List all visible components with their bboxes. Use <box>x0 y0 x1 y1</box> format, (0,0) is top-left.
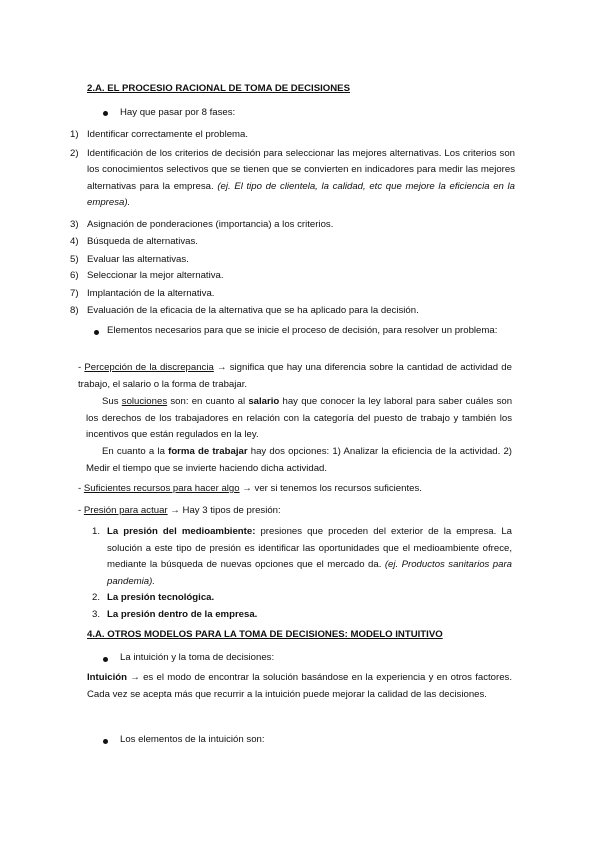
list-number: 8) <box>70 305 79 316</box>
list-number: 2) <box>70 147 79 159</box>
bullet-text: Hay que pasar por 8 fases: <box>120 107 236 118</box>
bullet-icon <box>103 111 108 116</box>
paragraph-text: En cuanto a la <box>102 446 165 457</box>
list-item <box>92 524 512 590</box>
list-number: 3. <box>92 608 101 620</box>
paragraph-soluciones <box>86 394 512 444</box>
list-text: Implantación de la alternativa. <box>87 287 215 299</box>
list-number: 1. <box>92 526 101 537</box>
pressure-list <box>92 524 512 623</box>
list-item <box>70 127 515 144</box>
paragraph-text: Sus <box>102 396 119 407</box>
bold-term: forma de trabajar <box>168 446 248 457</box>
dash: - <box>78 362 82 373</box>
term: Presión para actuar <box>83 505 168 516</box>
list-text: Evaluar las alternativas. <box>87 253 189 265</box>
list-item <box>92 590 512 607</box>
list-item <box>70 268 515 285</box>
paragraph-text: son: en cuanto al <box>170 396 246 407</box>
list-number: 2. <box>92 592 101 603</box>
dash: - <box>78 483 82 494</box>
list-text: presiones que proceden del exterior de la empresa. La solución a este tipo de presión es identificar las oportunidades que el medioambiente ofrece, mediante la búsqueda de nuevas opciones que el mercado da. <box>107 526 512 570</box>
bullet-text: Los elementos de la intuición son: <box>120 734 265 745</box>
list-example: (ej. El tipo de clientela, la calidad, etc que mejore la eficiencia en la empresa). <box>87 180 515 208</box>
paragraph-text: → significa que hay una diferencia sobre la cantidad de actividad de trabajo, el salario o la forma de trabajar. <box>78 362 512 390</box>
bullet-icon <box>103 739 108 744</box>
bold-term: salario <box>248 396 280 407</box>
paragraph-text: → es el modo de encontrar la solución basándose en la experiencia y en otros factores. Cada vez se acepta más que recurrir a la intuición puede mejorar la calidad de las decisiones. <box>87 672 512 700</box>
term: Percepción de la discrepancia <box>84 362 214 373</box>
list-number: 4) <box>70 236 79 247</box>
paragraph-intuicion <box>87 670 512 703</box>
paragraph-text: hay dos opciones: 1) Analizar la eficiencia de la actividad. 2) Medir el tiempo que se invierte haciendo dicha actividad. <box>86 446 513 474</box>
bullet-text: Elementos necesarios para que se inicie el proceso de decisión, para resolver un problema: <box>107 325 498 336</box>
list-item <box>70 217 515 234</box>
list-text: Evaluación de la eficacia de la alternativa que se ha aplicado para la decisión. <box>87 305 419 316</box>
list-number: 6) <box>70 270 79 281</box>
bullet-icon <box>103 657 108 662</box>
bold-term: Intuición <box>87 672 127 683</box>
bold-term: La presión tecnológica. <box>107 592 215 603</box>
list-item <box>70 286 515 303</box>
list-text: Identificación de los criterios de decisión para seleccionar las mejores alternativas. Los criterios son los conocimientos selectivos que se tienen que se convierten en indicadores para medir las mejores alternativas para la empresa. <box>87 147 515 192</box>
list-example: (ej. Productos sanitarios para pandemia). <box>107 559 513 587</box>
list-text: Identificar correctamente el problema. <box>87 129 249 140</box>
paragraph-text: hay que conocer la ley laboral para saber cuáles son los derechos de los trabajadores en relación con la categoría del puesto de trabajo y también los incentivos que están regulados en la ley. <box>86 396 513 440</box>
bold-term: La presión del medioambiente: <box>107 526 256 537</box>
list-text: Búsqueda de alternativas. <box>87 236 198 247</box>
list-item <box>92 607 512 624</box>
list-number: 7) <box>70 287 79 299</box>
term: soluciones <box>121 396 168 407</box>
paragraph-text: → ver si tenemos los recursos suficientes. <box>242 483 422 494</box>
bullet-icon <box>94 330 99 335</box>
paragraph-text: → Hay 3 tipos de presión: <box>170 505 281 516</box>
term: Suficientes recursos para hacer algo <box>83 483 240 494</box>
list-number: 5) <box>70 253 79 265</box>
section-heading-2: 4.A. OTROS MODELOS PARA LA TOMA DE DECISIONES: MODELO INTUITIVO <box>87 629 443 640</box>
section-heading-1: 2.A. EL PROCESIO RACIONAL DE TOMA DE DECISIONES <box>87 83 350 94</box>
bold-term: La presión dentro de la empresa. <box>107 608 258 620</box>
list-item <box>70 234 515 251</box>
dash: - <box>78 505 82 516</box>
numbered-list <box>70 127 515 320</box>
bullet-text: La intuición y la toma de decisiones: <box>120 652 275 663</box>
list-text: Seleccionar la mejor alternativa. <box>87 270 224 281</box>
list-item <box>70 303 515 320</box>
list-item <box>70 252 515 269</box>
paragraph-presion <box>78 503 512 520</box>
paragraph-recursos <box>78 481 512 498</box>
list-number: 1) <box>70 129 79 140</box>
list-text: Asignación de ponderaciones (importancia) a los criterios. <box>87 218 334 230</box>
paragraph-forma <box>86 444 512 477</box>
list-number: 3) <box>70 218 79 230</box>
list-item <box>70 146 515 212</box>
paragraph-discrepancia <box>78 360 512 393</box>
